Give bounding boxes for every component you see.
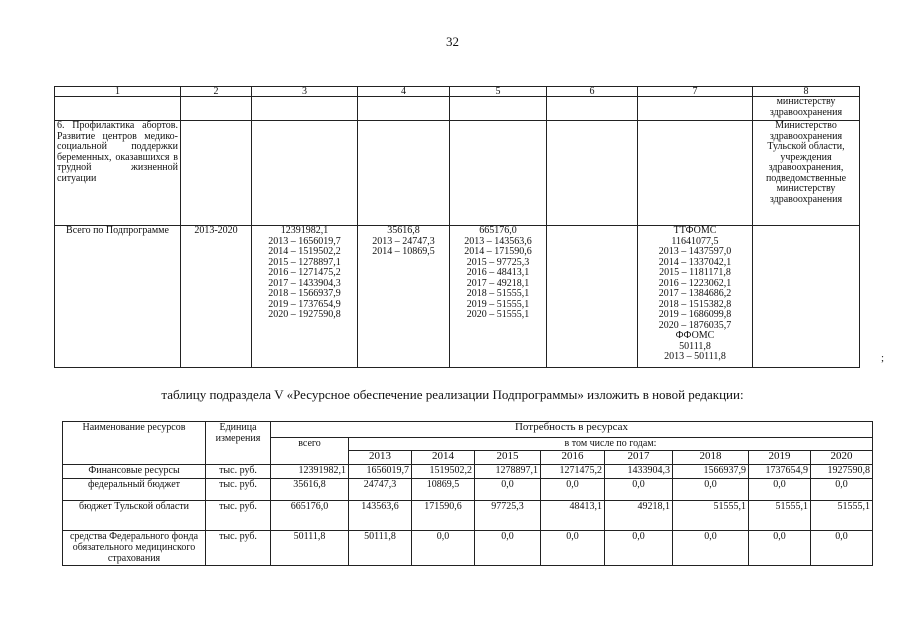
column-number-row [55, 87, 860, 97]
value-cell: 49218,1 [605, 501, 673, 531]
total-label: Всего по Подпрограмме [55, 226, 181, 368]
unit-cell: тыс. руб. [206, 479, 271, 501]
table-row [63, 531, 873, 566]
executor-cell: министерству здравоохранения [753, 97, 860, 121]
total-cell: 50111,8 [271, 531, 349, 566]
resource-name: средства Федерального фонда обязательного медицинского страхования [63, 531, 206, 566]
total-cell: 12391982,1 [271, 465, 349, 479]
resources-table [62, 421, 873, 566]
table-row [55, 121, 860, 226]
value-cell: 0,0 [749, 479, 811, 501]
unit-cell: тыс. руб. [206, 501, 271, 531]
value-cell: 0,0 [811, 479, 873, 501]
header-resource-name: Наименование ресурсов [63, 422, 206, 465]
value-cell: 0,0 [412, 531, 475, 566]
page-number: 32 [446, 34, 459, 49]
table-row [63, 465, 873, 479]
value-cell: 1566937,9 [673, 465, 749, 479]
col-number: 6 [547, 87, 638, 97]
value-cell: 0,0 [749, 531, 811, 566]
value-cell: 1519502,2 [412, 465, 475, 479]
oms-funds-cell: ТТФОМС 11641077,5 2013 – 1437597,0 2014 – 1337042,1 2015 – 1181171,8 2016 – 1223062,1 2017 – 1384686,2 2018 – 1515382,8 2019 – 1686099,8 2020 – 1876035,7 ФФОМС 50111,8 2013 – 50111,8 [638, 226, 753, 368]
year-header: 2014 [412, 451, 475, 465]
header-total: всего [271, 438, 349, 465]
value-cell: 0,0 [811, 531, 873, 566]
year-header: 2013 [349, 451, 412, 465]
value-cell: 0,0 [673, 479, 749, 501]
value-cell: 1433904,3 [605, 465, 673, 479]
value-cell: 0,0 [605, 531, 673, 566]
resource-name: федеральный бюджет [63, 479, 206, 501]
value-cell: 0,0 [541, 479, 605, 501]
value-cell: 50111,8 [349, 531, 412, 566]
year-header: 2016 [541, 451, 605, 465]
header-unit: Единица измерения [206, 422, 271, 465]
header-by-years: в том числе по годам: [349, 438, 873, 451]
total-cell: 665176,0 [271, 501, 349, 531]
col-number: 4 [358, 87, 450, 97]
year-header: 2020 [811, 451, 873, 465]
unit-cell: тыс. руб. [206, 465, 271, 479]
resource-name: бюджет Тульской области [63, 501, 206, 531]
table-row [55, 226, 860, 368]
period-cell: 2013-2020 [181, 226, 252, 368]
value-cell: 0,0 [605, 479, 673, 501]
value-cell: 1271475,2 [541, 465, 605, 479]
intro-text: таблицу подраздела V «Ресурсное обеспечение реализации Подпрограммы» изложить в новой редакции: [161, 387, 744, 402]
resource-name: Финансовые ресурсы [63, 465, 206, 479]
col-number: 7 [638, 87, 753, 97]
value-cell: 143563,6 [349, 501, 412, 531]
value-cell: 1927590,8 [811, 465, 873, 479]
measure-name: 6. Профилактика абортов. Развитие центров медико-социальной поддержки беременных, оказавшихся в трудной жизненной ситуации [55, 121, 181, 226]
value-cell: 24747,3 [349, 479, 412, 501]
value-cell: 171590,6 [412, 501, 475, 531]
value-cell: 0,0 [475, 531, 541, 566]
program-table [54, 86, 860, 368]
year-header: 2018 [673, 451, 749, 465]
value-cell: 97725,3 [475, 501, 541, 531]
table-row [63, 479, 873, 501]
col-number: 2 [181, 87, 252, 97]
year-header: 2019 [749, 451, 811, 465]
executor-cell: Министерство здравоохранения Тульской области, учреждения здравоохранения, подведомственные министерству здравоохранения [753, 121, 860, 226]
value-cell: 10869,5 [412, 479, 475, 501]
semicolon: ; [881, 352, 885, 364]
col-number: 8 [753, 87, 860, 97]
year-header: 2015 [475, 451, 541, 465]
col-number: 1 [55, 87, 181, 97]
col-number: 3 [252, 87, 358, 97]
federal-budget-cell: 35616,8 2013 – 24747,3 2014 – 10869,5 [358, 226, 450, 368]
value-cell: 48413,1 [541, 501, 605, 531]
value-cell: 0,0 [475, 479, 541, 501]
total-funding-cell: 12391982,1 2013 – 1656019,7 2014 – 1519502,2 2015 – 1278897,1 2016 – 1271475,2 2017 – 1433904,3 2018 – 1566937,9 2019 – 1737654,9 2020 – 1927590,8 [252, 226, 358, 368]
total-cell: 35616,8 [271, 479, 349, 501]
regional-budget-cell: 665176,0 2013 – 143563,6 2014 – 171590,6 2015 – 97725,3 2016 – 48413,1 2017 – 49218,1 2018 – 51555,1 2019 – 51555,1 2020 – 51555,1 [450, 226, 547, 368]
value-cell: 51555,1 [749, 501, 811, 531]
value-cell: 51555,1 [673, 501, 749, 531]
value-cell: 1737654,9 [749, 465, 811, 479]
table-row [55, 97, 860, 121]
value-cell: 0,0 [541, 531, 605, 566]
year-header: 2017 [605, 451, 673, 465]
table-row [63, 501, 873, 531]
value-cell: 1656019,7 [349, 465, 412, 479]
value-cell: 1278897,1 [475, 465, 541, 479]
header-need: Потребность в ресурсах [271, 422, 873, 438]
col-number: 5 [450, 87, 547, 97]
value-cell: 51555,1 [811, 501, 873, 531]
value-cell: 0,0 [673, 531, 749, 566]
unit-cell: тыс. руб. [206, 531, 271, 566]
